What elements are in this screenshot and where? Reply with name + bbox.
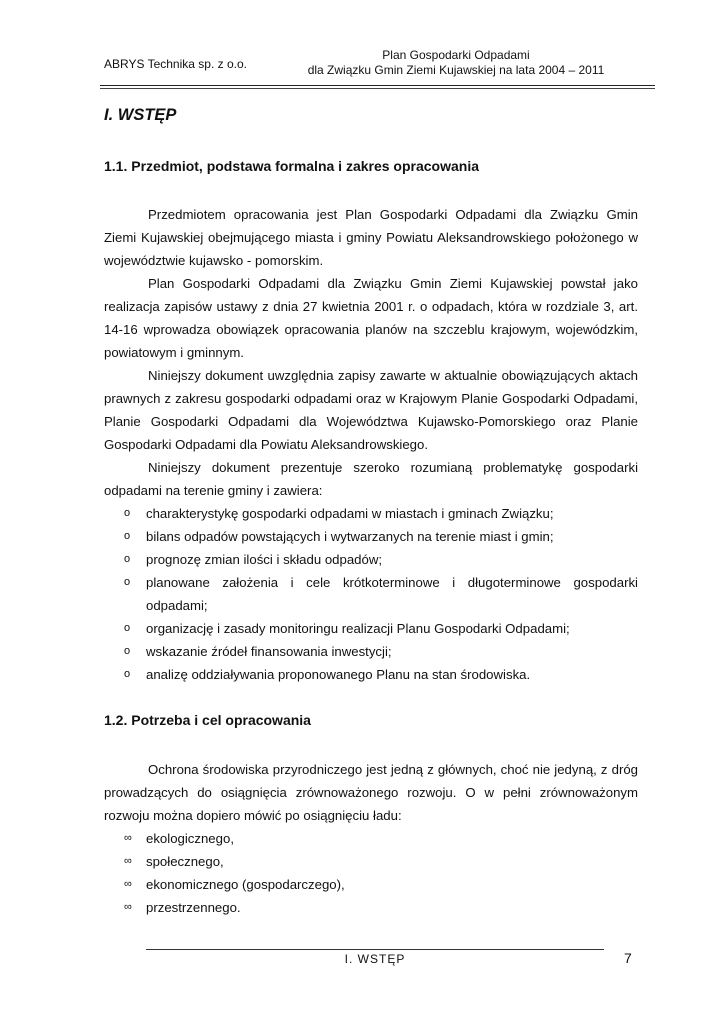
paragraph: Niniejszy dokument prezentuje szeroko rozumianą problematykę gospodarki odpadami na terenie gminy i zawiera: xyxy=(104,460,638,498)
infinity-bullet-icon: ∞ xyxy=(124,855,132,867)
list-item: o charakterystykę gospodarki odpadami w miastach i gminach Związku; xyxy=(104,502,638,525)
circle-bullet-icon: o xyxy=(124,622,131,634)
header-divider-thin xyxy=(100,88,655,89)
header-doc-title-line2: dla Związku Gmin Ziemi Kujawskiej na lata 2004 – 2011 xyxy=(307,63,605,77)
chapter-title: I. WSTĘP xyxy=(104,106,177,124)
paragraph: Ochrona środowiska przyrodniczego jest jedną z głównych, choć nie jedyną, z dróg prowadzących do osiągnięcia zrównoważonego rozwoju. O w pełni zrównoważonym rozwoju można dopiero mówić po osiągnięciu ładu: xyxy=(104,762,638,823)
list-item: ∞ ekonomicznego (gospodarczego), xyxy=(104,873,638,896)
section-heading-1-2: 1.2. Potrzeba i cel opracowania xyxy=(104,712,311,728)
list-item: o prognozę zmian ilości i składu odpadów; xyxy=(104,548,638,571)
circle-bullet-icon: o xyxy=(124,576,131,588)
list-item: ∞ ekologicznego, xyxy=(104,827,638,850)
list-item: o planowane założenia i cele krótkoterminowe i długoterminowe gospodarki odpadami; xyxy=(104,571,638,617)
section-heading-1-1: 1.1. Przedmiot, podstawa formalna i zakres opracowania xyxy=(104,158,480,174)
list-item: o wskazanie źródeł finansowania inwestycji; xyxy=(104,640,638,663)
header-company: ABRYS Technika sp. z o.o. xyxy=(104,57,247,71)
paragraph: Przedmiotem opracowania jest Plan Gospodarki Odpadami dla Związku Gmin Ziemi Kujawskiej obejmującego miasta i gminy Powiatu Aleksandrowskiego położonego w województwie kujawsko - pomorskim. xyxy=(104,207,638,268)
list-item: o analizę oddziaływania proponowanego Planu na stan środowiska. xyxy=(104,663,638,686)
list-item: ∞ społecznego, xyxy=(104,850,638,873)
header-doc-title-line1: Plan Gospodarki Odpadami xyxy=(382,48,530,62)
infinity-bullet-icon: ∞ xyxy=(124,878,132,890)
infinity-bullet-icon: ∞ xyxy=(124,832,132,844)
list-item: ∞ przestrzennego. xyxy=(104,896,638,919)
circle-bullet-icon: o xyxy=(124,668,131,680)
header-doc-title xyxy=(296,48,616,78)
paragraph: Niniejszy dokument uwzględnia zapisy zawarte w aktualnie obowiązujących aktach prawnych z zakresu gospodarki odpadami oraz w Krajowym Planie Gospodarki Odpadami, Planie Gospodarki Odpadami dla Województwa Kujawsko-Pomorskiego oraz Planie Gospodarki Odpadami dla Powiatu Aleksandrowskiego. xyxy=(104,368,638,452)
paragraph: Plan Gospodarki Odpadami dla Związku Gmin Ziemi Kujawskiej powstał jako realizacja zapisów ustawy z dnia 27 kwietnia 2001 r. o odpadach, która w rozdziale 3, art. 14-16 wprowadza obowiązek opracowania planów na szczeblu krajowym, wojewódzkim, powiatowym i gminnym. xyxy=(104,276,638,360)
infinity-bullet-icon: ∞ xyxy=(124,901,132,913)
circle-bullet-icon: o xyxy=(124,553,131,565)
footer-divider xyxy=(146,949,604,950)
list-item: o bilans odpadów powstających i wytwarzanych na terenie miast i gmin; xyxy=(104,525,638,548)
order-list xyxy=(104,827,638,919)
circle-bullet-icon: o xyxy=(124,645,131,657)
page-number: 7 xyxy=(624,950,632,966)
header-divider xyxy=(100,85,655,86)
list-item: o organizację i zasady monitoringu realizacji Planu Gospodarki Odpadami; xyxy=(104,617,638,640)
circle-bullet-icon: o xyxy=(124,530,131,542)
circle-bullet-icon: o xyxy=(124,507,131,519)
footer-chapter-label: I. WSTĘP xyxy=(344,952,406,966)
scope-list xyxy=(104,502,638,686)
